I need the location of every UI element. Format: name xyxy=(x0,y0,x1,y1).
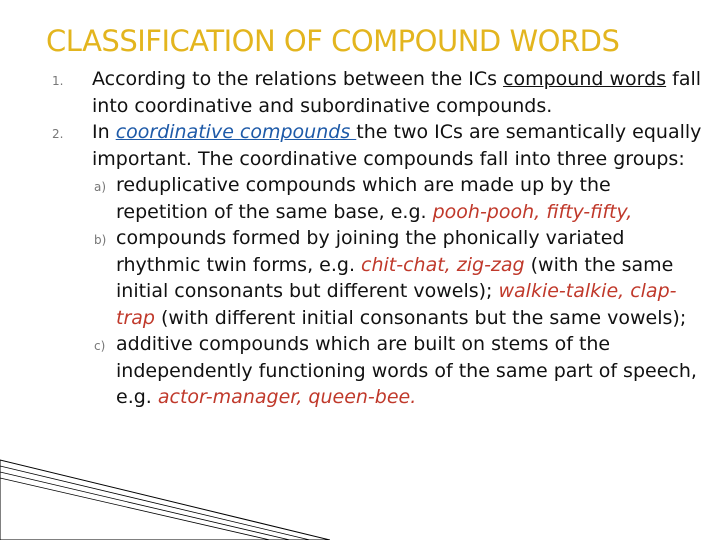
sub-item-a xyxy=(92,172,702,225)
sub-item-b xyxy=(92,225,702,331)
sub-text: (with the same initial consonants but different vowels); xyxy=(116,253,674,302)
sub-text: additive compounds which are built on stems of the independently functioning words of the same part of speech, e.g. xyxy=(116,333,697,408)
underlined-term: compound words xyxy=(503,68,667,90)
item-text: the two ICs are semantically equally important. The coordinative compounds fall into three groups: xyxy=(92,121,702,170)
list-number: 1. xyxy=(52,74,64,88)
list-item-1 xyxy=(52,66,702,119)
example-words: actor-manager, queen-bee. xyxy=(157,386,417,408)
sub-letter: b) xyxy=(94,233,107,247)
sub-text: compounds formed by joining the phonically variated rhythmic twin forms, e.g. xyxy=(116,227,625,276)
example-words: pooh-pooh, fifty-fifty, xyxy=(432,200,633,223)
sub-item-c xyxy=(92,331,702,411)
item-text: According to the relations between the ICs xyxy=(92,68,504,90)
sub-text: reduplicative compounds which are made up by the repetition of the same base, e.g. xyxy=(116,174,611,223)
sub-letter: a) xyxy=(94,180,107,194)
slide-title: CLASSIFICATION OF COMPOUND WORDS xyxy=(46,24,620,58)
corner-decoration xyxy=(0,450,330,540)
sub-letter: c) xyxy=(94,339,106,353)
item-text: In xyxy=(92,121,116,143)
list-number: 2. xyxy=(52,127,64,141)
example-words: walkie-talkie, clap-trap xyxy=(116,280,677,329)
highlighted-term: coordinative compounds xyxy=(115,121,357,143)
list-item-2 xyxy=(52,119,702,411)
sub-text: (with different initial consonants but the same vowels); xyxy=(154,306,687,329)
example-words: chit-chat, zig-zag xyxy=(361,253,525,276)
numbered-list xyxy=(52,66,702,411)
item-text: fall into coordinative and subordinative compounds. xyxy=(92,68,702,117)
